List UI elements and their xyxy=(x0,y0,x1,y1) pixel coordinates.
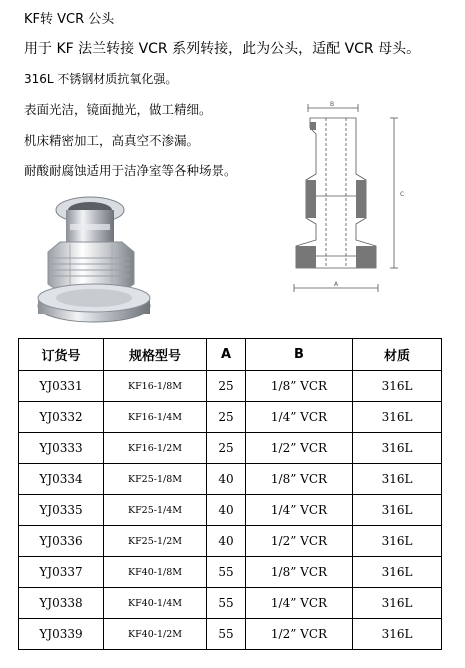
dimension-a-label: A xyxy=(334,281,339,288)
b-cell: 1/4” VCR xyxy=(246,588,353,619)
description-line-5: 耐酸耐腐蚀适用于洁净室等各种场景。 xyxy=(24,163,237,178)
table-row xyxy=(19,433,442,464)
a-cell: 55 xyxy=(207,619,246,650)
table-row xyxy=(19,588,442,619)
order-no-cell: YJ0334 xyxy=(19,464,104,495)
header-b: B xyxy=(246,339,353,371)
order-no-cell: YJ0332 xyxy=(19,402,104,433)
a-cell: 25 xyxy=(207,433,246,464)
a-cell: 25 xyxy=(207,402,246,433)
product-photo xyxy=(30,188,162,336)
material-cell: 316L xyxy=(353,557,442,588)
a-cell: 40 xyxy=(207,464,246,495)
material-cell: 316L xyxy=(353,588,442,619)
material-cell: 316L xyxy=(353,495,442,526)
order-no-cell: YJ0338 xyxy=(19,588,104,619)
model-cell: KF40-1/2M xyxy=(104,619,207,650)
table-row xyxy=(19,464,442,495)
a-cell: 40 xyxy=(207,526,246,557)
table-row xyxy=(19,557,442,588)
cross-section-drawing xyxy=(282,100,412,296)
table-row xyxy=(19,526,442,557)
order-table xyxy=(18,338,442,650)
table-header-row xyxy=(19,339,442,371)
b-cell: 1/2” VCR xyxy=(246,619,353,650)
table-row xyxy=(19,495,442,526)
model-cell: KF16-1/2M xyxy=(104,433,207,464)
model-cell: KF16-1/4M xyxy=(104,402,207,433)
b-cell: 1/4” VCR xyxy=(246,495,353,526)
model-cell: KF25-1/2M xyxy=(104,526,207,557)
description-line-4: 机床精密加工，高真空不渗漏。 xyxy=(24,133,200,148)
header-order-no: 订货号 xyxy=(19,339,104,371)
table-row xyxy=(19,371,442,402)
model-cell: KF16-1/8M xyxy=(104,371,207,402)
b-cell: 1/8” VCR xyxy=(246,557,353,588)
order-no-cell: YJ0331 xyxy=(19,371,104,402)
product-title: KF转 VCR 公头 xyxy=(24,12,115,27)
b-cell: 1/8” VCR xyxy=(246,371,353,402)
model-cell: KF25-1/4M xyxy=(104,495,207,526)
material-cell: 316L xyxy=(353,433,442,464)
model-cell: KF40-1/8M xyxy=(104,557,207,588)
description-line-1: 用于 KF 法兰转接 VCR 系列转接，此为公头，适配 VCR 母头。 xyxy=(24,41,421,57)
header-material: 材质 xyxy=(353,339,442,371)
order-no-cell: YJ0339 xyxy=(19,619,104,650)
dimension-c-label: C xyxy=(400,191,405,198)
material-cell: 316L xyxy=(353,619,442,650)
a-cell: 55 xyxy=(207,588,246,619)
model-cell: KF40-1/4M xyxy=(104,588,207,619)
b-cell: 1/2” VCR xyxy=(246,526,353,557)
a-cell: 25 xyxy=(207,371,246,402)
b-cell: 1/8” VCR xyxy=(246,464,353,495)
material-cell: 316L xyxy=(353,371,442,402)
a-cell: 40 xyxy=(207,495,246,526)
material-cell: 316L xyxy=(353,526,442,557)
material-cell: 316L xyxy=(353,464,442,495)
order-no-cell: YJ0333 xyxy=(19,433,104,464)
table-row xyxy=(19,402,442,433)
order-no-cell: YJ0337 xyxy=(19,557,104,588)
b-cell: 1/4” VCR xyxy=(246,402,353,433)
b-cell: 1/2” VCR xyxy=(246,433,353,464)
description-line-3: 表面光洁，镜面抛光，做工精细。 xyxy=(24,102,212,117)
description-line-2: 316L 不锈钢材质抗氧化强。 xyxy=(24,72,178,86)
a-cell: 55 xyxy=(207,557,246,588)
dimension-b-label: B xyxy=(330,101,335,108)
model-cell: KF25-1/8M xyxy=(104,464,207,495)
header-model: 规格型号 xyxy=(104,339,207,371)
table-row xyxy=(19,619,442,650)
material-cell: 316L xyxy=(353,402,442,433)
header-a: A xyxy=(207,339,246,371)
order-no-cell: YJ0336 xyxy=(19,526,104,557)
order-no-cell: YJ0335 xyxy=(19,495,104,526)
